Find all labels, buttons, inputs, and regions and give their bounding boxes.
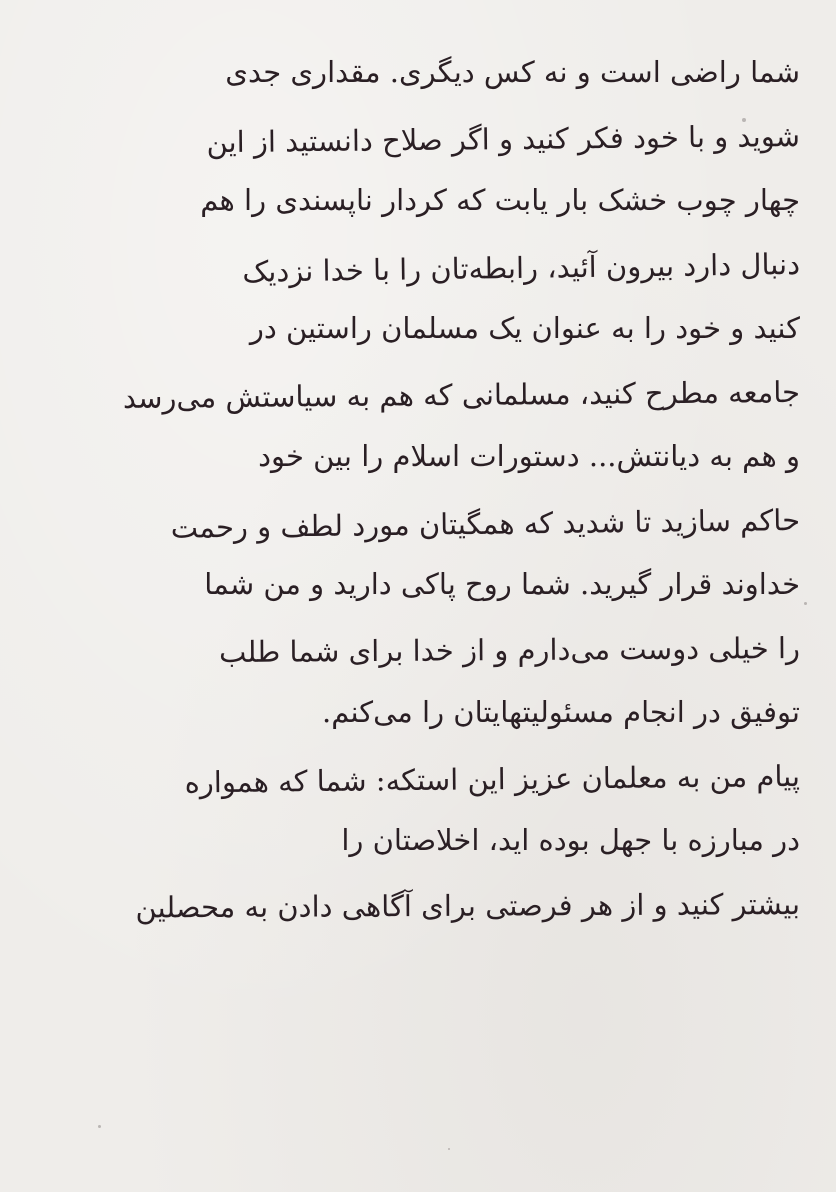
letter-line: حاکم سازید تا شدید که همگیتان مورد لطف و رحمت: [170, 503, 801, 545]
paper-speck: [804, 602, 807, 605]
letter-line: را خیلی دوست می‌دارم و از خدا برای شما طلب: [218, 631, 801, 670]
letter-line: خداوند قرار گیرید. شما روح پاکی دارید و من شما: [204, 567, 800, 601]
letter-line: بیشتر کنید و از هر فرصتی برای آگاهی دادن به محصلین: [135, 887, 801, 925]
letter-line: شما راضی است و نه کس دیگری. مقداری جدی: [225, 55, 800, 89]
letter-line: در مبارزه با جهل بوده اید، اخلاصتان را: [341, 823, 800, 857]
paper-speck: [448, 1148, 450, 1150]
letter-line: کنید و خود را به عنوان یک مسلمان راستین در: [249, 311, 800, 345]
letter-line: جامعه مطرح کنید، مسلمانی که هم به سیاستش می‌رسد: [122, 375, 801, 415]
letter-line: دنبال دارد بیرون آئید، رابطه‌تان را با خدا نزدیک: [242, 247, 801, 289]
letter-text: [28, 40, 800, 936]
letter-line: و هم به دیانتش... دستورات اسلام را بین خود: [258, 439, 800, 473]
letter-line: شوید و با خود فکر کنید و اگر صلاح دانستید از این: [206, 119, 801, 160]
letter-line: چهار چوب خشک بار یابت که کردار ناپسندی را هم: [200, 183, 800, 217]
paper-speck: [98, 1125, 101, 1128]
letter-line: پیام من به معلمان عزیز این استکه: شما که همواره: [184, 759, 801, 800]
letter-line: توفیق در انجام مسئولیتهایتان را می‌کنم.: [322, 695, 800, 729]
